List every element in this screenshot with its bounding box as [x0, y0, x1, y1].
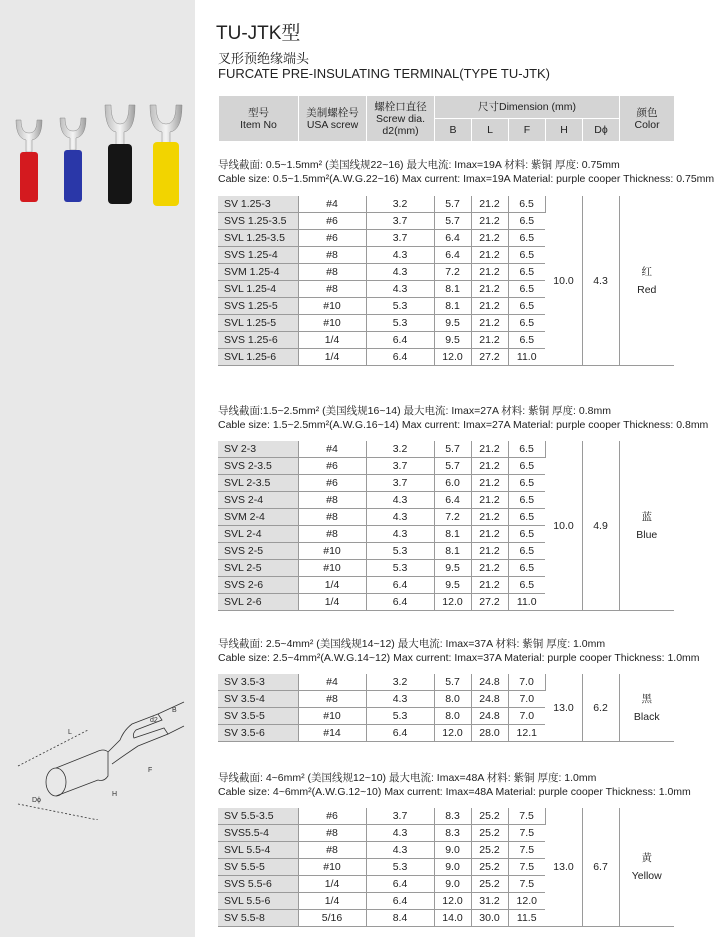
table-row	[218, 808, 674, 825]
cell-b: 9.5	[434, 577, 471, 594]
cell-h: 13.0	[545, 808, 582, 927]
cell-usa-screw: #8	[298, 842, 366, 859]
cell-f: 7.5	[508, 859, 545, 876]
cell-screw-dia: 3.7	[366, 808, 434, 825]
cell-b: 8.3	[434, 825, 471, 842]
header-col-b: B	[435, 119, 472, 142]
cell-b: 8.1	[434, 298, 471, 315]
color-cn: 蓝	[641, 510, 652, 523]
cell-usa-screw: #4	[298, 674, 366, 691]
spec-table	[218, 674, 674, 742]
red-terminal	[16, 120, 42, 202]
cell-usa-screw: #8	[298, 281, 366, 298]
cell-f: 6.5	[508, 458, 545, 475]
black-terminal	[105, 105, 135, 204]
cell-usa-screw: #6	[298, 213, 366, 230]
cell-usa-screw: 1/4	[298, 876, 366, 893]
cell-item: SVL 2-5	[218, 560, 298, 577]
cell-screw-dia: 5.3	[366, 859, 434, 876]
cell-d: 4.3	[582, 196, 619, 366]
cell-f: 6.5	[508, 213, 545, 230]
cell-f: 6.5	[508, 315, 545, 332]
cell-usa-screw: #14	[298, 725, 366, 742]
cell-usa-screw: #4	[298, 441, 366, 458]
cell-b: 5.7	[434, 196, 471, 213]
cell-item: SVS 1.25-6	[218, 332, 298, 349]
cell-b: 9.5	[434, 315, 471, 332]
cell-b: 12.0	[434, 893, 471, 910]
diagram-label-f: F	[148, 767, 153, 774]
table-row	[218, 441, 674, 458]
cell-l: 27.2	[471, 594, 508, 611]
cell-l: 25.2	[471, 808, 508, 825]
color-en: Red	[637, 283, 657, 296]
cell-l: 24.8	[471, 674, 508, 691]
cell-usa-screw: #8	[298, 247, 366, 264]
cell-usa-screw: #10	[298, 298, 366, 315]
diagram-label-h: H	[112, 791, 118, 798]
cell-f: 7.5	[508, 842, 545, 859]
table-header	[218, 95, 675, 142]
cell-l: 25.2	[471, 842, 508, 859]
cell-b: 5.7	[434, 441, 471, 458]
group-note	[218, 637, 700, 665]
cell-usa-screw: #6	[298, 475, 366, 492]
cell-screw-dia: 4.3	[366, 526, 434, 543]
cell-b: 6.4	[434, 230, 471, 247]
group-note	[218, 771, 691, 799]
cell-f: 6.5	[508, 281, 545, 298]
cell-l: 21.2	[471, 247, 508, 264]
cell-l: 21.2	[471, 475, 508, 492]
cell-usa-screw: #8	[298, 526, 366, 543]
subtitle-cn: 叉形预绝缘端头	[218, 52, 310, 67]
cell-f: 12.0	[508, 893, 545, 910]
cell-f: 11.5	[508, 910, 545, 927]
cell-item: SV 2-3	[218, 441, 298, 458]
cell-item: SVL 2-3.5	[218, 475, 298, 492]
cell-item: SVL 1.25-4	[218, 281, 298, 298]
cell-b: 8.1	[434, 543, 471, 560]
note-cn: 导线截面:1.5~2.5mm² (美国线规16~14) 最大电流: Imax=27A 材料: 紫铜 厚度: 0.8mm	[218, 405, 611, 417]
cell-screw-dia: 8.4	[366, 910, 434, 927]
cell-b: 7.2	[434, 264, 471, 281]
subtitle-en: FURCATE PRE-INSULATING TERMINAL(TYPE TU-JTK)	[218, 66, 551, 81]
cell-h: 10.0	[545, 441, 582, 611]
cell-l: 21.2	[471, 577, 508, 594]
cell-screw-dia: 6.4	[366, 349, 434, 366]
cell-screw-dia: 3.2	[366, 196, 434, 213]
cell-l: 27.2	[471, 349, 508, 366]
cell-l: 21.2	[471, 264, 508, 281]
cell-l: 21.2	[471, 441, 508, 458]
cell-usa-screw: 1/4	[298, 577, 366, 594]
cell-f: 6.5	[508, 298, 545, 315]
note-en: Cable size: 1.5~2.5mm²(A.W.G.16~14) Max current: Imax=27A Material: purple cooper Thickness: 0.8mm	[218, 419, 709, 431]
cell-item: SVS 2-3.5	[218, 458, 298, 475]
cell-screw-dia: 6.4	[366, 594, 434, 611]
cell-b: 8.1	[434, 281, 471, 298]
cell-usa-screw: #8	[298, 825, 366, 842]
cell-f: 6.5	[508, 332, 545, 349]
cell-l: 21.2	[471, 492, 508, 509]
cell-screw-dia: 6.4	[366, 577, 434, 594]
cell-f: 7.5	[508, 808, 545, 825]
cell-item: SVS 1.25-3.5	[218, 213, 298, 230]
cell-l: 21.2	[471, 543, 508, 560]
header-usa-screw: 美制螺栓号 USA screw	[299, 96, 367, 142]
cell-l: 21.2	[471, 230, 508, 247]
cell-l: 21.2	[471, 560, 508, 577]
cell-item: SV 5.5-5	[218, 859, 298, 876]
cell-l: 25.2	[471, 825, 508, 842]
header-item: 型号 Item No	[219, 96, 299, 142]
cell-item: SVL 1.25-6	[218, 349, 298, 366]
cell-b: 5.7	[434, 458, 471, 475]
cell-color	[619, 674, 674, 742]
cell-f: 7.0	[508, 691, 545, 708]
cell-usa-screw: #4	[298, 196, 366, 213]
cell-item: SVL 1.25-5	[218, 315, 298, 332]
cell-usa-screw: 1/4	[298, 349, 366, 366]
cell-item: SVS 2-6	[218, 577, 298, 594]
note-cn: 导线截面: 4~6mm² (美国线规12~10) 最大电流: Imax=48A 材料: 紫铜 厚度: 1.0mm	[218, 772, 597, 784]
spec-table	[218, 808, 674, 927]
color-cn: 黄	[641, 852, 652, 864]
cell-item: SVL 2-4	[218, 526, 298, 543]
cell-f: 7.5	[508, 876, 545, 893]
cell-screw-dia: 4.3	[366, 842, 434, 859]
cell-f: 6.5	[508, 492, 545, 509]
cell-f: 7.5	[508, 825, 545, 842]
cell-usa-screw: #10	[298, 560, 366, 577]
cell-item: SVS 2-5	[218, 543, 298, 560]
color-en: Black	[633, 710, 660, 723]
cell-screw-dia: 4.3	[366, 825, 434, 842]
cell-usa-screw: 1/4	[298, 594, 366, 611]
color-en: Yellow	[631, 870, 662, 882]
cell-screw-dia: 5.3	[366, 315, 434, 332]
cell-b: 5.7	[434, 213, 471, 230]
cell-item: SV 5.5-8	[218, 910, 298, 927]
cell-f: 6.5	[508, 247, 545, 264]
page-title: TU-JTK型	[216, 23, 301, 44]
cell-item: SVL 1.25-3.5	[218, 230, 298, 247]
cell-item: SV 3.5-6	[218, 725, 298, 742]
cell-screw-dia: 3.7	[366, 230, 434, 247]
cell-item: SVM 2-4	[218, 509, 298, 526]
cell-l: 21.2	[471, 298, 508, 315]
cell-screw-dia: 4.3	[366, 691, 434, 708]
cell-b: 9.5	[434, 560, 471, 577]
cell-l: 25.2	[471, 859, 508, 876]
cell-b: 9.0	[434, 842, 471, 859]
cell-item: SVL 5.5-4	[218, 842, 298, 859]
cell-item: SVL 2-6	[218, 594, 298, 611]
cell-screw-dia: 3.2	[366, 441, 434, 458]
cell-l: 30.0	[471, 910, 508, 927]
cell-f: 11.0	[508, 594, 545, 611]
diagram-label-b: B	[172, 707, 177, 714]
cell-screw-dia: 6.4	[366, 893, 434, 910]
cell-usa-screw: #10	[298, 315, 366, 332]
cell-item: SV 3.5-5	[218, 708, 298, 725]
color-cn: 黑	[641, 692, 652, 705]
cell-h: 13.0	[545, 674, 582, 742]
cell-f: 6.5	[508, 196, 545, 213]
cell-b: 9.0	[434, 876, 471, 893]
cell-usa-screw: #8	[298, 691, 366, 708]
cell-color	[619, 441, 674, 611]
dimension-diagram	[8, 700, 193, 820]
cell-d: 6.2	[582, 674, 619, 742]
cell-l: 31.2	[471, 893, 508, 910]
spec-table	[218, 441, 674, 611]
note-en: Cable size: 2.5~4mm²(A.W.G.14~12) Max current: Imax=37A Material: purple cooper Thickness: 1.0mm	[218, 652, 700, 664]
cell-l: 28.0	[471, 725, 508, 742]
cell-item: SVL 5.5-6	[218, 893, 298, 910]
cell-h: 10.0	[545, 196, 582, 366]
header-col-l: L	[472, 119, 509, 142]
cell-b: 6.4	[434, 247, 471, 264]
cell-f: 7.0	[508, 708, 545, 725]
cell-item: SVS 5.5-6	[218, 876, 298, 893]
yellow-terminal	[150, 105, 182, 206]
cell-l: 21.2	[471, 196, 508, 213]
cell-usa-screw: #6	[298, 808, 366, 825]
cell-l: 25.2	[471, 876, 508, 893]
cell-f: 6.5	[508, 526, 545, 543]
cell-l: 21.2	[471, 509, 508, 526]
cell-f: 6.5	[508, 560, 545, 577]
color-cn: 红	[641, 265, 652, 278]
cell-l: 24.8	[471, 691, 508, 708]
cell-l: 21.2	[471, 281, 508, 298]
cell-b: 12.0	[434, 594, 471, 611]
header-screw-dia: 螺栓口直径 Screw dia. d2(mm)	[367, 96, 435, 142]
cell-color	[619, 808, 674, 927]
cell-b: 12.0	[434, 725, 471, 742]
cell-item: SVS5.5-4	[218, 825, 298, 842]
blue-terminal	[60, 118, 86, 202]
terminals-photo	[10, 100, 195, 210]
cell-f: 11.0	[508, 349, 545, 366]
cell-item: SVM 1.25-4	[218, 264, 298, 281]
header-dimension: 尺寸Dimension (mm)	[435, 96, 620, 119]
note-en: Cable size: 0.5~1.5mm²(A.W.G.22~16) Max current: Imax=19A Material: purple cooper Thickness: 0.75mm	[218, 173, 715, 185]
cell-b: 8.0	[434, 708, 471, 725]
cell-screw-dia: 3.2	[366, 674, 434, 691]
cell-b: 6.4	[434, 492, 471, 509]
cell-item: SVS 1.25-5	[218, 298, 298, 315]
cell-l: 21.2	[471, 213, 508, 230]
diagram-label-l: L	[68, 729, 72, 736]
cell-screw-dia: 4.3	[366, 247, 434, 264]
table-row	[218, 196, 674, 213]
cell-b: 5.7	[434, 674, 471, 691]
cell-usa-screw: 5/16	[298, 910, 366, 927]
cell-f: 6.5	[508, 230, 545, 247]
cell-screw-dia: 5.3	[366, 560, 434, 577]
spec-table	[218, 196, 674, 366]
cell-b: 8.1	[434, 526, 471, 543]
cell-usa-screw: #6	[298, 458, 366, 475]
cell-item: SV 1.25-3	[218, 196, 298, 213]
cell-f: 6.5	[508, 509, 545, 526]
note-cn: 导线截面: 0.5~1.5mm² (美国线规22~16) 最大电流: Imax=19A 材料: 紫铜 厚度: 0.75mm	[218, 159, 620, 171]
cell-screw-dia: 5.3	[366, 543, 434, 560]
cell-item: SVS 2-4	[218, 492, 298, 509]
cell-f: 7.0	[508, 674, 545, 691]
cell-screw-dia: 4.3	[366, 264, 434, 281]
header-col-d: Dϕ	[583, 119, 620, 142]
diagram-label-d: Dϕ	[32, 797, 41, 804]
cell-f: 6.5	[508, 264, 545, 281]
cell-screw-dia: 3.7	[366, 458, 434, 475]
cell-screw-dia: 4.3	[366, 509, 434, 526]
color-en: Blue	[636, 528, 658, 541]
cell-usa-screw: #10	[298, 543, 366, 560]
cell-l: 21.2	[471, 315, 508, 332]
cell-l: 21.2	[471, 458, 508, 475]
cell-b: 12.0	[434, 349, 471, 366]
cell-usa-screw: 1/4	[298, 893, 366, 910]
cell-screw-dia: 5.3	[366, 708, 434, 725]
cell-screw-dia: 6.4	[366, 725, 434, 742]
diagram-label-d2: d2	[150, 717, 158, 724]
cell-b: 14.0	[434, 910, 471, 927]
cell-d: 4.9	[582, 441, 619, 611]
cell-usa-screw: #8	[298, 492, 366, 509]
cell-screw-dia: 4.3	[366, 281, 434, 298]
cell-b: 9.0	[434, 859, 471, 876]
cell-screw-dia: 6.4	[366, 332, 434, 349]
cell-f: 6.5	[508, 577, 545, 594]
cell-f: 6.5	[508, 543, 545, 560]
cell-usa-screw: 1/4	[298, 332, 366, 349]
cell-l: 24.8	[471, 708, 508, 725]
note-cn: 导线截面: 2.5~4mm² (美国线规14~12) 最大电流: Imax=37A 材料: 紫铜 厚度: 1.0mm	[218, 638, 606, 650]
header-col-f: F	[509, 119, 546, 142]
cell-b: 6.0	[434, 475, 471, 492]
cell-usa-screw: #6	[298, 230, 366, 247]
cell-f: 6.5	[508, 475, 545, 492]
header-color: 颜色 Color	[620, 96, 675, 142]
cell-f: 6.5	[508, 441, 545, 458]
cell-b: 8.3	[434, 808, 471, 825]
cell-f: 12.1	[508, 725, 545, 742]
cell-screw-dia: 3.7	[366, 213, 434, 230]
cell-item: SV 3.5-3	[218, 674, 298, 691]
cell-screw-dia: 6.4	[366, 876, 434, 893]
cell-usa-screw: #8	[298, 509, 366, 526]
group-note	[218, 158, 714, 186]
cell-usa-screw: #10	[298, 708, 366, 725]
cell-b: 7.2	[434, 509, 471, 526]
cell-l: 21.2	[471, 332, 508, 349]
cell-b: 8.0	[434, 691, 471, 708]
cell-item: SV 5.5-3.5	[218, 808, 298, 825]
table-row	[218, 674, 674, 691]
cell-l: 21.2	[471, 526, 508, 543]
group-note	[218, 404, 708, 432]
cell-b: 9.5	[434, 332, 471, 349]
header-col-h: H	[546, 119, 583, 142]
cell-screw-dia: 4.3	[366, 492, 434, 509]
cell-item: SVS 1.25-4	[218, 247, 298, 264]
cell-d: 6.7	[582, 808, 619, 927]
cell-color	[619, 196, 674, 366]
cell-usa-screw: #8	[298, 264, 366, 281]
cell-usa-screw: #10	[298, 859, 366, 876]
cell-screw-dia: 3.7	[366, 475, 434, 492]
cell-item: SV 3.5-4	[218, 691, 298, 708]
cell-screw-dia: 5.3	[366, 298, 434, 315]
note-en: Cable size: 4~6mm²(A.W.G.12~10) Max current: Imax=48A Material: purple cooper Thickness: 1.0mm	[218, 786, 691, 798]
